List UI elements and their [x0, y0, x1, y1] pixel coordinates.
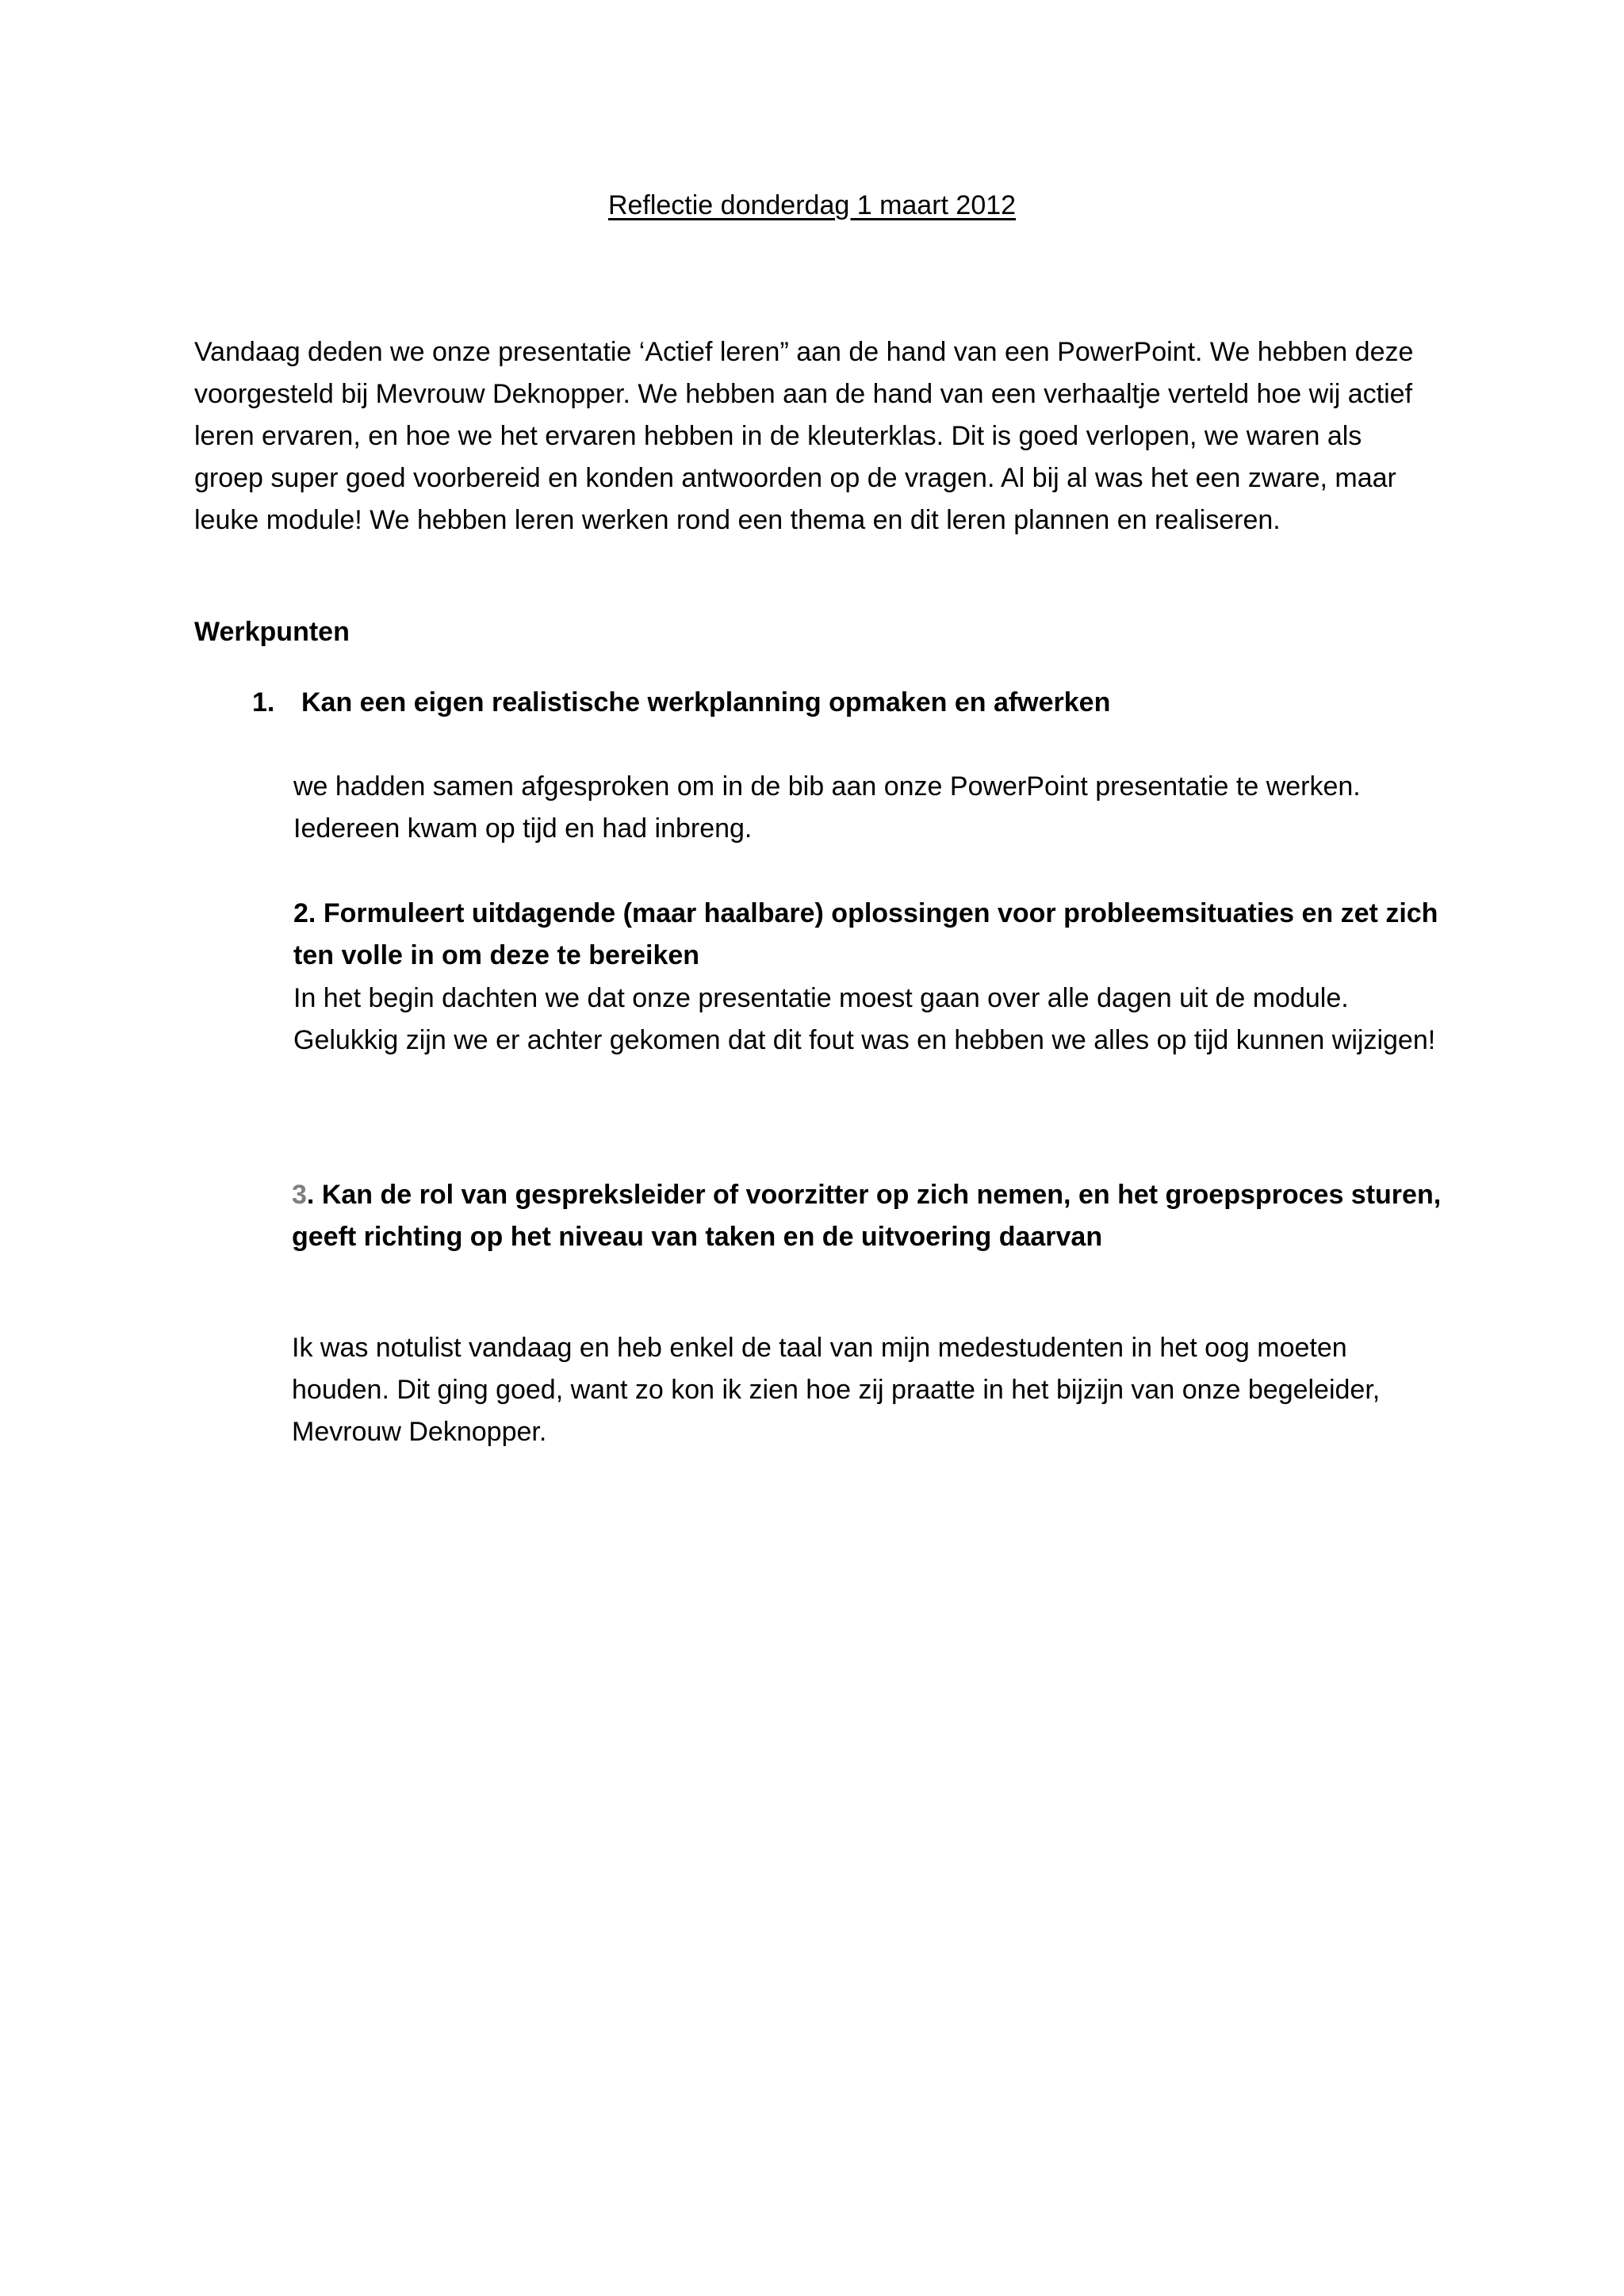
intro-paragraph: Vandaag deden we onze presentatie ‘Actief leren” aan de hand van een PowerPoint. We hebben deze voorgesteld bij Mevrouw Deknopper. We hebben aan de hand van een verhaaltje verteld hoe wij actief leren ervaren, en hoe we het ervaren hebben in de kleuterklas. Dit is goed verlopen, we waren als groep super goed voorbereid en konden antwoorden op de vragen. Al bij al was het een zware, maar leuke module! We hebben leren werken rond een thema en dit leren plannen en realiseren.: [194, 337, 1414, 535]
werkpunt-1-title: Kan een eigen realistische werkplanning opmaken en afwerken: [301, 687, 1111, 718]
section-heading-werkpunten: Werkpunten: [194, 617, 350, 647]
document-title: Reflectie donderdag 1 maart 2012: [607, 190, 1017, 220]
werkpunt-3-text: Ik was notulist vandaag en heb enkel de taal van mijn medestudenten in het oog moeten houden. Dit ging goed, want zo kon ik zien hoe zij praatte in het bijzijn van onze begeleider, Mevrouw Deknopper.: [292, 1333, 1381, 1447]
werkpunt-2-title: Formuleert uitdagende (maar haalbare) oplossingen voor probleemsituaties en zet zich ten volle in om deze te bereiken: [293, 898, 1438, 970]
werkpunt-3-title: . Kan de rol van gespreksleider of voorzitter op zich nemen, en het groepsproces sturen, geeft richting op het niveau van taken en de uitvoering daarvan: [292, 1180, 1442, 1252]
werkpunt-2-heading: [293, 893, 1443, 977]
werkpunt-2-number: 2.: [293, 898, 316, 928]
werkpunt-1-number: 1.: [252, 687, 275, 718]
werkpunt-1-text: we hadden samen afgesproken om in de bib aan onze PowerPoint presentatie te werken. Iedereen kwam op tijd en had inbreng.: [293, 771, 1361, 844]
werkpunt-2-text: In het begin dachten we dat onze presentatie moest gaan over alle dagen uit de module. Gelukkig zijn we er achter gekomen dat dit fout was en hebben we alles op tijd kunnen wijzigen!: [293, 983, 1436, 1055]
werkpunt-3-heading: [292, 1174, 1442, 1258]
werkpunt-1-heading: [252, 682, 1110, 724]
werkpunt-3-number: 3: [292, 1180, 307, 1210]
